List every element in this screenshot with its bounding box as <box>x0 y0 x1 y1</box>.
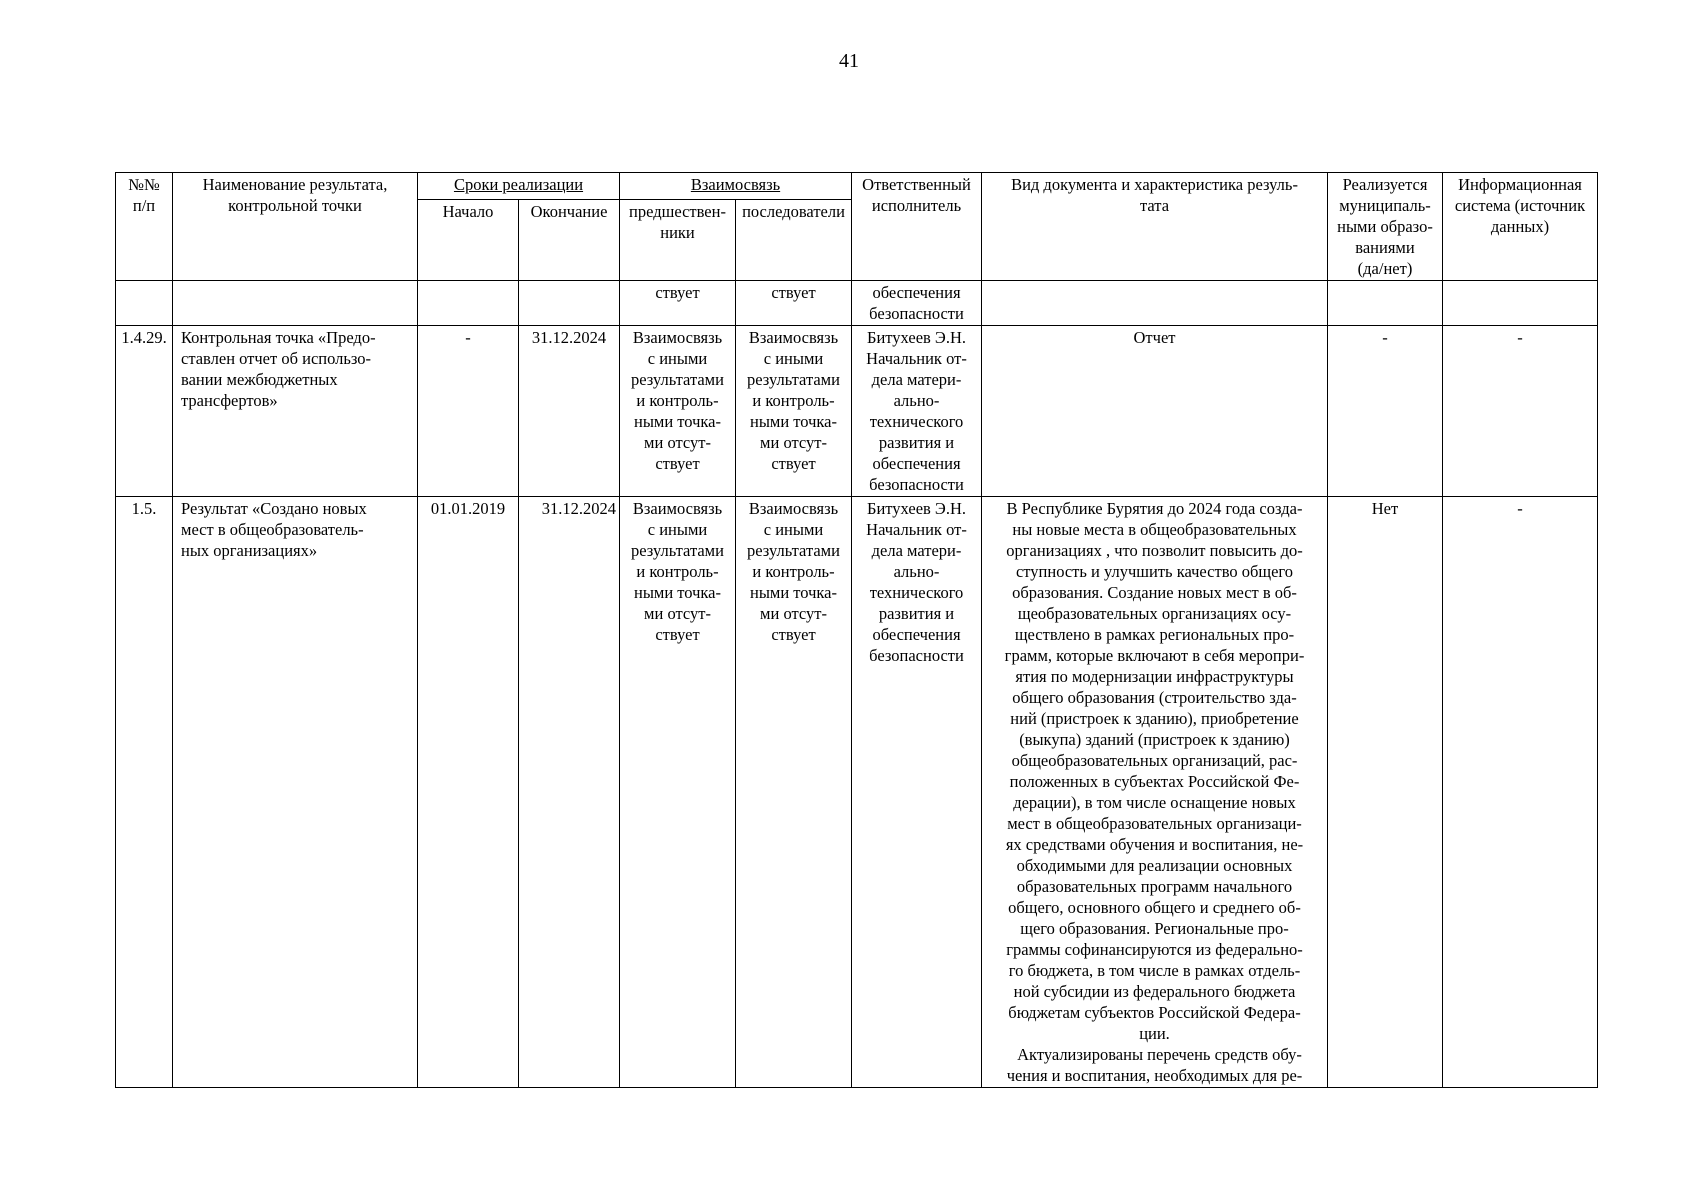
cell-start <box>418 281 519 326</box>
table-row <box>116 326 1598 497</box>
header-info-system: Информационная система (источник данных) <box>1443 173 1598 281</box>
cell-responsible: обеспечения безопасности <box>852 281 982 326</box>
cell-municipal: - <box>1328 326 1443 497</box>
header-responsible: Ответственный исполнитель <box>852 173 982 281</box>
doc-paragraph: Актуализированы перечень средств обу- чения и воспитания, необходимых для ре- <box>1006 1045 1303 1085</box>
header-terms <box>418 173 620 200</box>
header-predecessors: предшествен- ники <box>620 200 736 281</box>
cell-responsible: Битухеев Э.Н. Начальник от- дела матери- ально- технического развития и обеспечения безопасности <box>852 497 982 1088</box>
results-table <box>115 172 1598 1088</box>
header-terms-label: Сроки реализации <box>453 175 584 194</box>
cell-info: - <box>1443 497 1598 1088</box>
header-relation <box>620 173 852 200</box>
cell-num: 1.5. <box>116 497 173 1088</box>
header-end: Окончание <box>519 200 620 281</box>
cell-start: - <box>418 326 519 497</box>
header-doc-type: Вид документа и характеристика резуль- тата <box>982 173 1328 281</box>
cell-end: 31.12.2024 <box>519 326 620 497</box>
header-name: Наименование результата, контрольной точки <box>173 173 418 281</box>
cell-predecessors: ствует <box>620 281 736 326</box>
cell-num <box>116 281 173 326</box>
cell-responsible: Битухеев Э.Н. Начальник от- дела матери- ально- технического развития и обеспечения безопасности <box>852 326 982 497</box>
header-relation-label: Взаимосвязь <box>690 175 781 194</box>
cell-predecessors: Взаимосвязь с иными результатами и контроль- ными точка- ми отсут- ствует <box>620 326 736 497</box>
cell-doc <box>982 497 1328 1088</box>
cell-successors: Взаимосвязь с иными результатами и контроль- ными точка- ми отсут- ствует <box>736 497 852 1088</box>
cell-successors: Взаимосвязь с иными результатами и контроль- ными точка- ми отсут- ствует <box>736 326 852 497</box>
cell-info <box>1443 281 1598 326</box>
cell-name <box>173 281 418 326</box>
header-num: №№ п/п <box>116 173 173 281</box>
table-row <box>116 281 1598 326</box>
cell-municipal: Нет <box>1328 497 1443 1088</box>
header-row-1 <box>116 173 1598 200</box>
table-row <box>116 497 1598 1088</box>
cell-end <box>519 281 620 326</box>
doc-paragraph: В Республике Бурятия до 2024 года созда- ны новые места в общеобразовательных организациях , что позволит повысить до- ступность и улучшить качество общего образования. Создание новых мест в об- щеобразовательных организациях осу- ществлено в рамках региональных про- грамм, которые включают в себя меропри- ятия по модернизации инфраструктуры общего образования (строительство зда- ний (пристроек к зданию), приобретение (выкупа) зданий (пристроек к зданию) общеобразовательных организаций, рас- положенных в субъектах Российской Фе- дерации), в том числе оснащение новых мест в общеобразовательных организаци- ях средствами обучения и воспитания, не- обходимыми для реализации основных образовательных программ начального общего, основного общего и среднего об- щего образования. Региональные про- граммы софинансируются из федерально- го бюджета, в том числе в рамках отдель- ной субсидии из федерального бюджета бюджетам субъектов Российской Федера- ции. <box>1004 499 1305 1043</box>
cell-predecessors: Взаимосвязь с иными результатами и контроль- ными точка- ми отсут- ствует <box>620 497 736 1088</box>
cell-num: 1.4.29. <box>116 326 173 497</box>
page-number: 41 <box>839 50 859 72</box>
cell-successors: ствует <box>736 281 852 326</box>
cell-start: 01.01.2019 <box>418 497 519 1088</box>
header-municipal: Реализуется муниципаль- ными образо- ваниями (да/нет) <box>1328 173 1443 281</box>
header-successors: последователи <box>736 200 852 281</box>
cell-name: Результат «Создано новых мест в общеобразователь- ных организациях» <box>173 497 418 1088</box>
cell-end: 31.12.2024 <box>519 497 620 1088</box>
cell-doc: Отчет <box>982 326 1328 497</box>
header-start: Начало <box>418 200 519 281</box>
cell-doc <box>982 281 1328 326</box>
cell-info: - <box>1443 326 1598 497</box>
cell-name: Контрольная точка «Предо- ставлен отчет об использо- вании межбюджетных трансфертов» <box>173 326 418 497</box>
cell-municipal <box>1328 281 1443 326</box>
